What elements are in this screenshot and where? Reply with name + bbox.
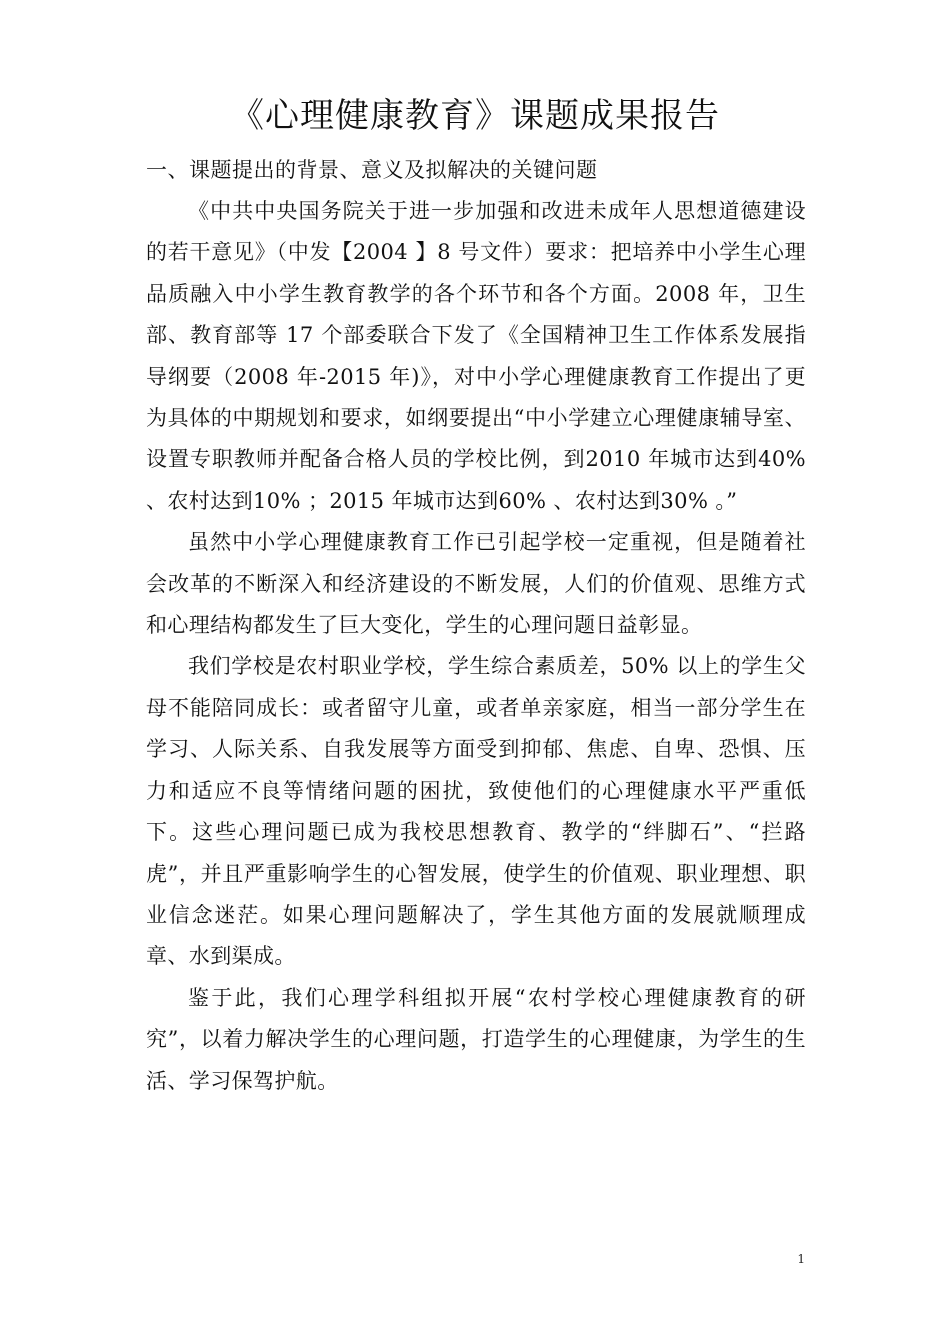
page-number: 1 — [797, 1252, 805, 1266]
paragraph-research-plan: 鉴于此，我们心理学科组拟开展“农村学校心理健康教育的研究”，以着力解决学生的心理问题，打造学生的心理健康，为学生的生活、学习保驾护航。 — [146, 985, 806, 1093]
document-body — [146, 150, 806, 1102]
paragraph-policy-background: 《中共中央国务院关于进一步加强和改进未成年人思想道德建设的若干意见》（中发【2004 】8 号文件）要求：把培养中小学生心理品质融入中小学生教育教学的各个环节和各个方面。2008 年，卫生部、教育部等 17 个部委联合下发了《全国精神卫生工作体系发展指导纲要（2008 年-2015 年)》，对中小学心理健康教育工作提出了更为具体的中期规划和要求，如纲要提出“中小学建立心理健康辅导室、设置专职教师并配备合格人员的学校比例，到2010 年城市达到40% 、农村达到10% ；2015 年城市达到60% 、农村达到30% 。” — [146, 199, 806, 513]
section-heading: 一、课题提出的背景、意义及拟解决的关键问题 — [146, 158, 598, 182]
paragraph-current-situation: 虽然中小学心理健康教育工作已引起学校一定重视，但是随着社会改革的不断深入和经济建设的不断发展，人们的价值观、思维方式和心理结构都发生了巨大变化，学生的心理问题日益彰显。 — [146, 530, 806, 638]
document-title: 《心理健康教育》课题成果报告 — [230, 96, 720, 136]
paragraph-school-situation: 我们学校是农村职业学校，学生综合素质差，50% 以上的学生父母不能陪同成长：或者留守儿童，或者单亲家庭，相当一部分学生在学习、人际关系、自我发展等方面受到抑郁、焦虑、自卑、恐惧、压力和适应不良等情绪问题的困扰，致使他们的心理健康水平严重低下。这些心理问题已成为我校思想教育、教学的“绊脚石”、“拦路虎”，并且严重影响学生的心智发展，使学生的价值观、职业理想、职业信念迷茫。如果心理问题解决了，学生其他方面的发展就顺理成章、水到渠成。 — [146, 654, 806, 969]
